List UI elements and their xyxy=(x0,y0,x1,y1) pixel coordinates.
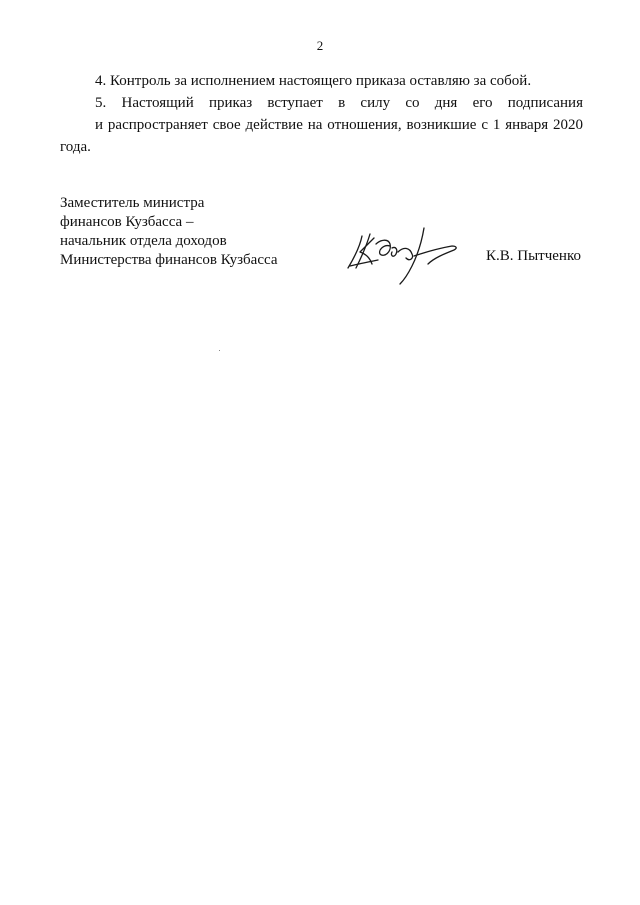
signer-position-block xyxy=(60,194,278,270)
scan-speck xyxy=(219,350,220,351)
signer-position-line: финансов Кузбасса – xyxy=(60,214,194,230)
signer-name: К.В. Пытченко xyxy=(486,248,581,264)
signer-position-line: Заместитель министра xyxy=(60,195,205,211)
handwritten-signature xyxy=(340,222,470,288)
paragraph-4: 4. Контроль за исполнением настоящего приказа оставляю за собой. xyxy=(95,73,532,89)
signer-position-line: Министерства финансов Кузбасса xyxy=(60,252,278,268)
paragraph-5 xyxy=(60,92,583,158)
page-number: 2 xyxy=(316,38,324,53)
paragraph-5-line-2: и распространяет свое действие на отношения, возникшие с 1 января 2020 года. xyxy=(60,117,583,155)
paragraph-5-line-1: 5. Настоящий приказ вступает в силу со дня его подписания xyxy=(95,95,583,111)
signer-position-line: начальник отдела доходов xyxy=(60,233,227,249)
